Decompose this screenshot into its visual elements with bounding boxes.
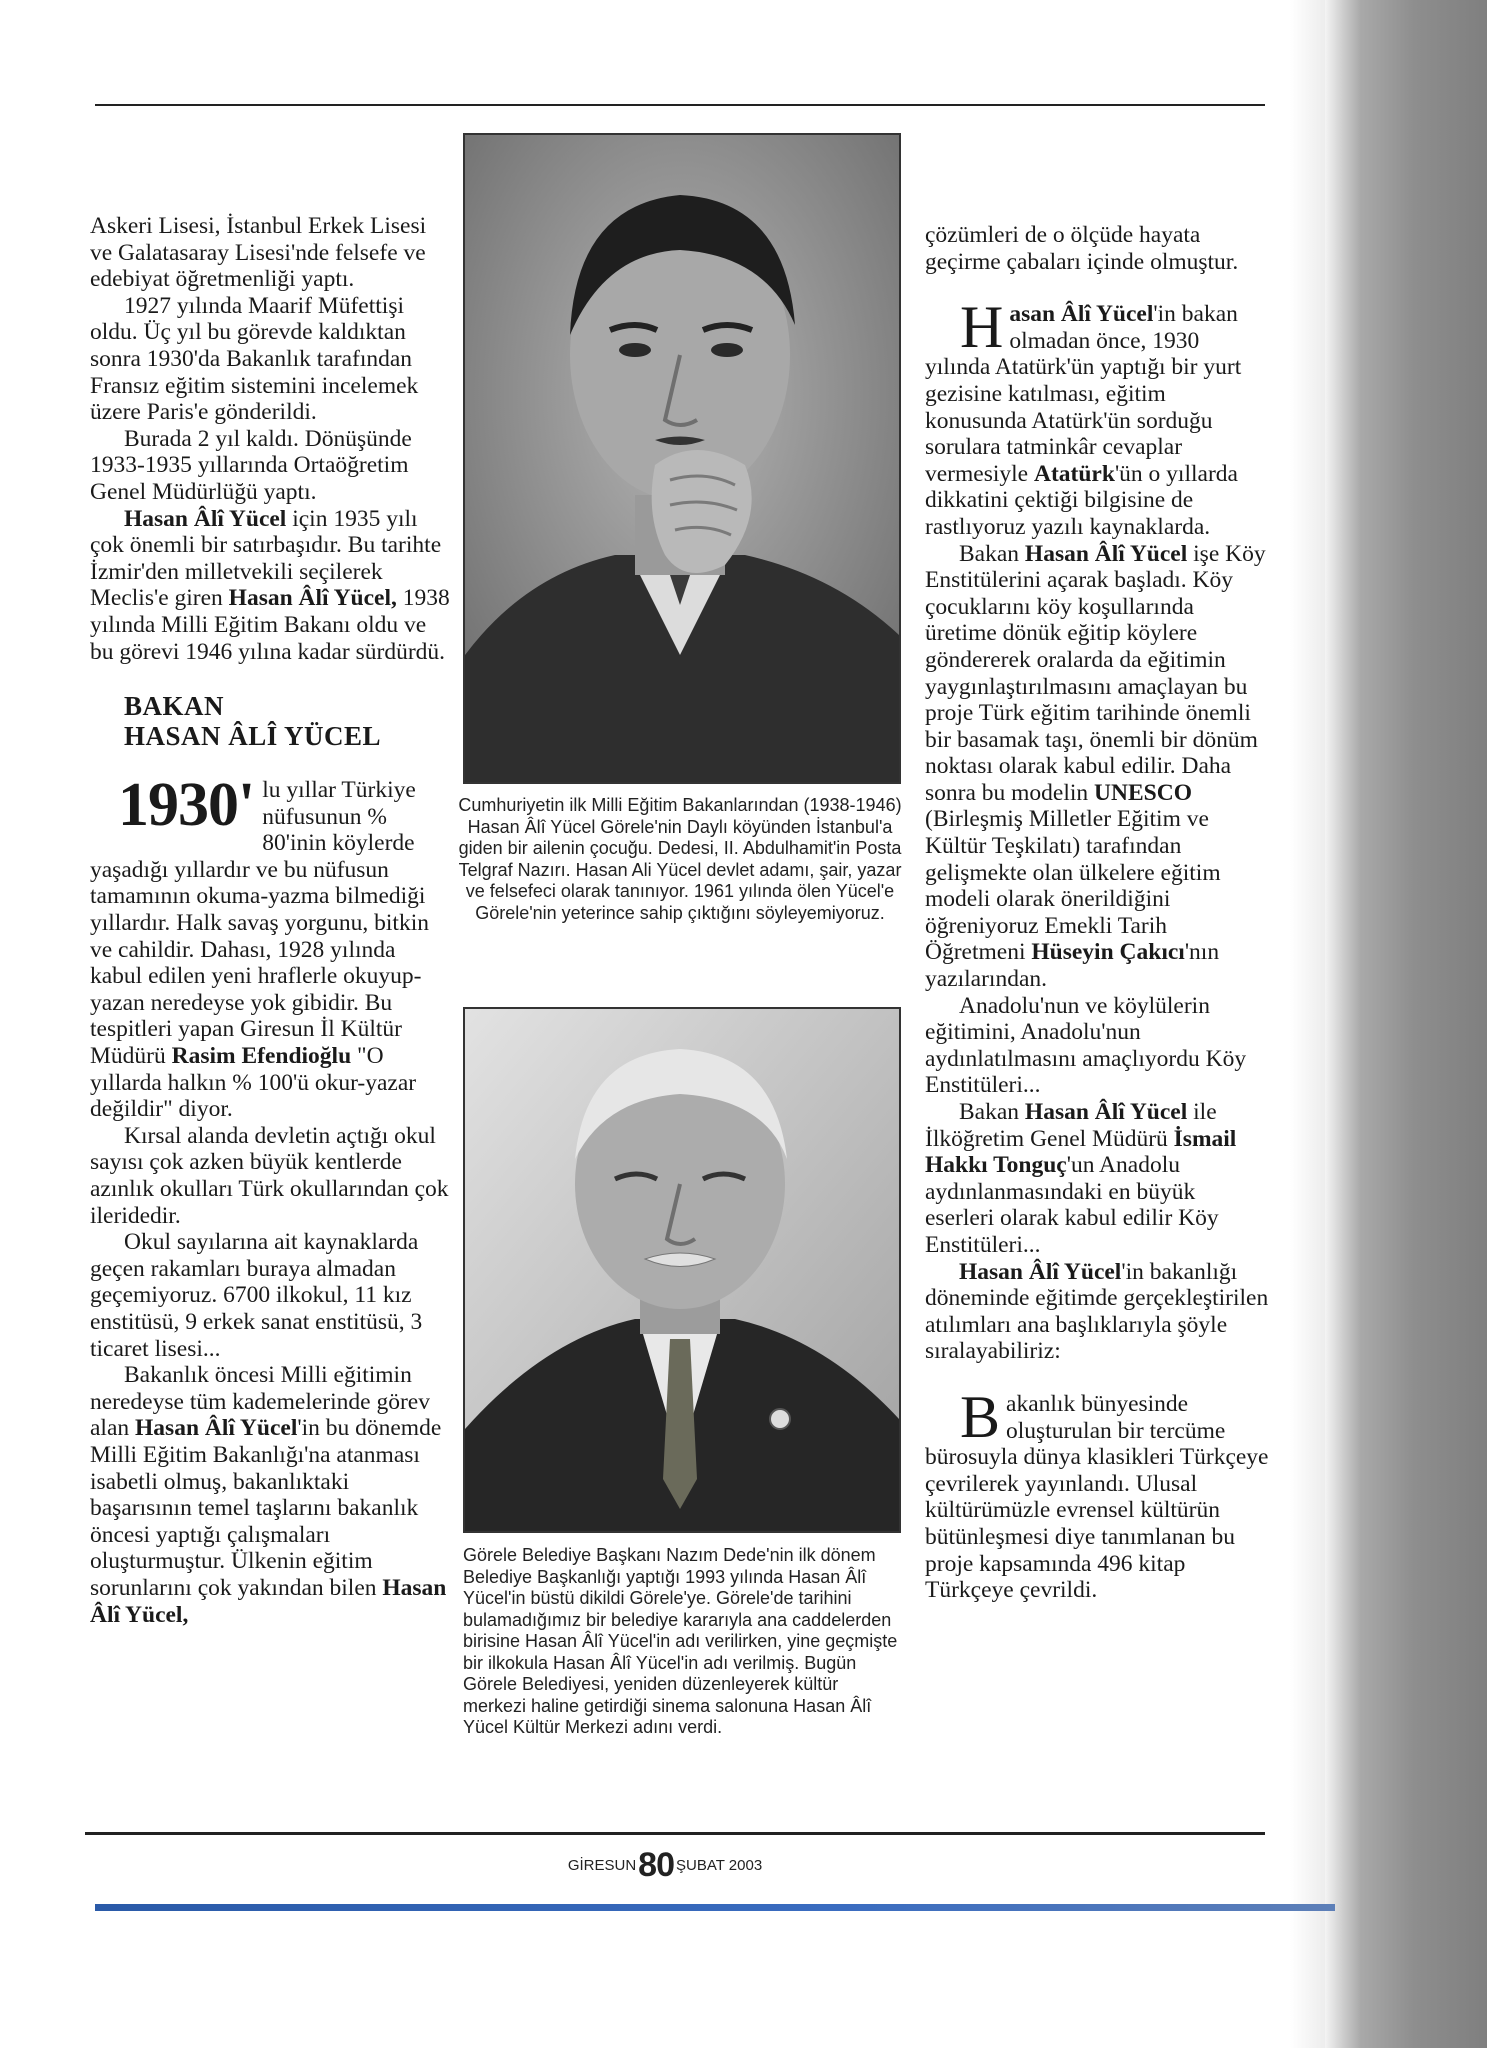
caption-bottom: Görele Belediye Başkanı Nazım Dede'nin ilk dönem Belediye Başkanlığı yaptığı 1993 yılında Hasan Âlî Yücel'in büstü dikildi Görele'ye. Görele'de tarihini bulamadığımız bir belediye kararıyla ana caddelerden birisine Hasan Âlî Yücel'in adı verilirken, yine geçmişte bir ilkokula Hasan Âlî Yücel'in adı verilmiş. Bugün Görele Belediyesi, yeniden düzenleyerek kültür merkezi haline getirdiği sinema salonuna Hasan Âlî Yücel Kültür Merkezi adını verdi.: [463, 1545, 898, 1737]
text-span: "O yıllarda halkın % 100'ü okur-yazar değildir" diyor.: [90, 1043, 417, 1123]
right-paragraph-4: Anadolu'nun ve köylülerin eğitimini, Anadolu'nun aydınlatılmasını amaçlıyordu Köy Enstitüleri...: [925, 992, 1247, 1099]
text-span: 'ün o yıllarda dikkatini çektiği bilgisine de rastlıyoruz yazılı kaynaklarda.: [925, 460, 1238, 540]
left-paragraph-4: [90, 506, 452, 666]
text-span: lu yıllar Türkiye nüfusunun % 80'inin köylerde yaşadığı yıllardır ve bu nüfusun tamamının okuma-yazma bilmediği yıllardır. Halk savaş yorgunu, bitkin ve cahildir. Dahası, 1928 yılında kabul edilen yeni hraflerle okuyup-yazan neredeyse yok gibidir. Bu tespitleri yapan Giresun İl Kültür Müdürü: [90, 777, 429, 1070]
left-paragraph-7: Okul sayılarına ait kaynaklarda geçen rakamları buraya almadan geçemiyoruz. 6700 ilkokul, 11 kız enstitüsü, 9 erkek sanat enstitüsü, 3 ticaret lisesi...: [90, 1229, 423, 1362]
portrait-photo-yucel: [463, 133, 901, 784]
text-span: Bakan: [959, 1099, 1025, 1125]
bottom-rule: [85, 1832, 1265, 1835]
footer-publication: GİRESUN: [567, 1857, 637, 1874]
name-bold: Hasan Âlî Yücel: [1024, 1099, 1188, 1125]
footer-date: ŞUBAT 2003: [676, 1857, 763, 1874]
name-bold: Hüseyin Çakıcı: [1031, 939, 1185, 966]
top-rule: [95, 104, 1265, 106]
text-span: akanlık bünyesinde oluşturulan bir tercüme bürosuyla dünya klasikleri Türkçeye çevrilerek yayınlandı. Ulusal kültürümüzle evrensel kültürün bütünleşmesi diye tanımlanan bu proje kapsamında 496 kitap Türkçeye çevrildi.: [925, 1390, 1269, 1604]
left-paragraph-5: [90, 771, 452, 1123]
caption-top: Cumhuriyetin ilk Milli Eğitim Bakanlarından (1938-1946) Hasan Âlî Yücel Görele'nin Daylı köyünden İstanbul'a giden bir ailenin çocuğu. Dedesi, II. Abdulhamit'in Posta Telgraf Nazırı. Hasan Ali Yücel devlet adamı, şair, yazar ve felsefeci olarak tanınıyor. 1961 yılında ölen Yücel'e Görele'nin yeterince sahip çıktığını söyleyemiyoruz.: [458, 795, 902, 923]
text-span: için 1935 yılı çok önemli bir satırbaşıdır. Bu tarihte İzmir'den milletvekili seçilerek Meclis'e giren: [90, 505, 442, 612]
right-paragraph-7: [925, 1383, 1270, 1604]
text-span: 'in bakanlığı döneminde eğitimde gerçekleştirilen atılımları ana başlıklarıyla şöyle sıralayabiliriz:: [925, 1258, 1269, 1365]
dropcap-1930: 1930': [118, 771, 255, 840]
page-number: 80: [638, 1846, 674, 1884]
text-span: 'in bakan olmadan önce, 1930 yılında Atatürk'ün yaptığı bir yurt gezisine katılması, eğitim konusunda Atatürk'ün sorduğu sorulara tatminkâr cevaplar vermesiyle: [925, 301, 1242, 487]
name-bold: Hasan Âlî Yücel: [1024, 540, 1188, 567]
left-paragraph-2: 1927 yılında Maarif Müfettişi oldu. Üç yıl bu görevde kaldıktan sonra 1930'da Bakanlık tarafından Fransız eğitim sistemini incelemek üzere Paris'e gönderildi.: [90, 292, 419, 426]
right-paragraph-5: [925, 1099, 1270, 1259]
page-footer: [0, 1846, 1330, 1885]
right-paragraph-3: [925, 541, 1270, 993]
text-span: (Birleşmiş Milletler Eğitim ve Kültür Teşkilatı) tarafından gelişmekte olan ülkelere eğitim modeli olarak önerildiğini öğreniyoruz Emekli Tarih Öğretmeni: [925, 806, 1221, 966]
left-paragraph-8: [90, 1362, 452, 1628]
right-column: [925, 222, 1270, 1604]
left-paragraph-6: Kırsal alanda devletin açtığı okul sayısı çok azken büyük kentlerde azınlık okulları Türk okullarından çok ileridedir.: [90, 1122, 449, 1229]
text-span: 'in bu dönemde Milli Eğitim Bakanlığı'na atanması isabetli olmuş, bakanlıktaki başarısının temel taşlarını bakanlık öncesi yaptığı çalışmaları oluşturmuştur. Ülkenin eğitim sorunlarını çok yakından bilen: [90, 1415, 442, 1601]
name-bold: Hasan Âlî Yücel,: [90, 1574, 447, 1628]
mayor-image: [465, 1009, 899, 1531]
text-span: Bakanlık öncesi Milli eğitimin neredeyse tüm kademelerinde görev alan: [90, 1362, 430, 1442]
text-span: ile İlköğretim Genel Müdürü: [925, 1099, 1217, 1152]
dropcap-h: H: [960, 294, 1004, 361]
left-column: [90, 213, 452, 1628]
text-span: Bakan: [959, 540, 1025, 567]
name-bold: Hasan Âlî Yücel,: [228, 585, 397, 612]
name-bold: Rasim Efendioğlu: [171, 1043, 352, 1070]
name-bold: İsmail Hakkı Tonguç: [925, 1125, 1237, 1179]
section-heading-line-2: HASAN ÂLÎ YÜCEL: [124, 721, 382, 752]
section-heading: [124, 691, 452, 751]
scan-shadow: [1290, 0, 1330, 2048]
name-bold: Hasan Âlî Yücel: [135, 1415, 298, 1442]
scan-edge: [1325, 0, 1487, 2048]
name-bold: Hasan Âlî Yücel: [124, 505, 287, 532]
scan-color-band: [95, 1904, 1335, 1911]
text-span: 'un Anadolu aydınlanmasındaki en büyük eserleri olarak kabul edilir Köy Enstitüleri...: [925, 1152, 1219, 1258]
portrait-image: [465, 135, 899, 782]
unesco-bold: UNESCO: [1094, 779, 1192, 806]
name-bold: asan Âlî Yücel: [1009, 301, 1154, 328]
text-span: 1938 yılında Milli Eğitim Bakanı oldu ve bu görevi 1946 yılına kadar sürdürdü.: [90, 585, 450, 665]
text-span: işe Köy Enstitülerini açarak başladı. Köy çocuklarını köy koşullarında üretime dönük eğitip köylere göndererek oralarda da eğitimin yaygınlaştırılmasını amaçlayan bu proje Türk eğitim tarihinde önemli bir basamak taşı, önemli bir dönüm noktası olarak kabul edilir. Daha sonra bu modelin: [925, 540, 1266, 806]
photo-mayor-nazim-dede: [463, 1007, 901, 1533]
left-paragraph-3: Burada 2 yıl kaldı. Dönüşünde 1933-1935 yıllarında Ortaöğretim Genel Müdürlüğü yaptı.: [90, 425, 412, 505]
left-paragraph-1: Askeri Lisesi, İstanbul Erkek Lisesi ve Galatasaray Lisesi'nde felsefe ve edebiyat öğretmenliği yaptı.: [90, 213, 427, 293]
text-span: 'nın yazılarından.: [925, 939, 1220, 993]
dropcap-b: B: [960, 1383, 1001, 1450]
section-heading-line-1: BAKAN: [124, 691, 225, 722]
right-paragraph-6: [925, 1259, 1270, 1365]
name-bold: Atatürk: [1033, 460, 1115, 487]
name-bold: Hasan Âlî Yücel: [959, 1258, 1122, 1285]
right-paragraph-1: çözümleri de o ölçüde hayata geçirme çabaları içinde olmuştur.: [925, 222, 1239, 275]
right-paragraph-2: [925, 294, 1270, 540]
